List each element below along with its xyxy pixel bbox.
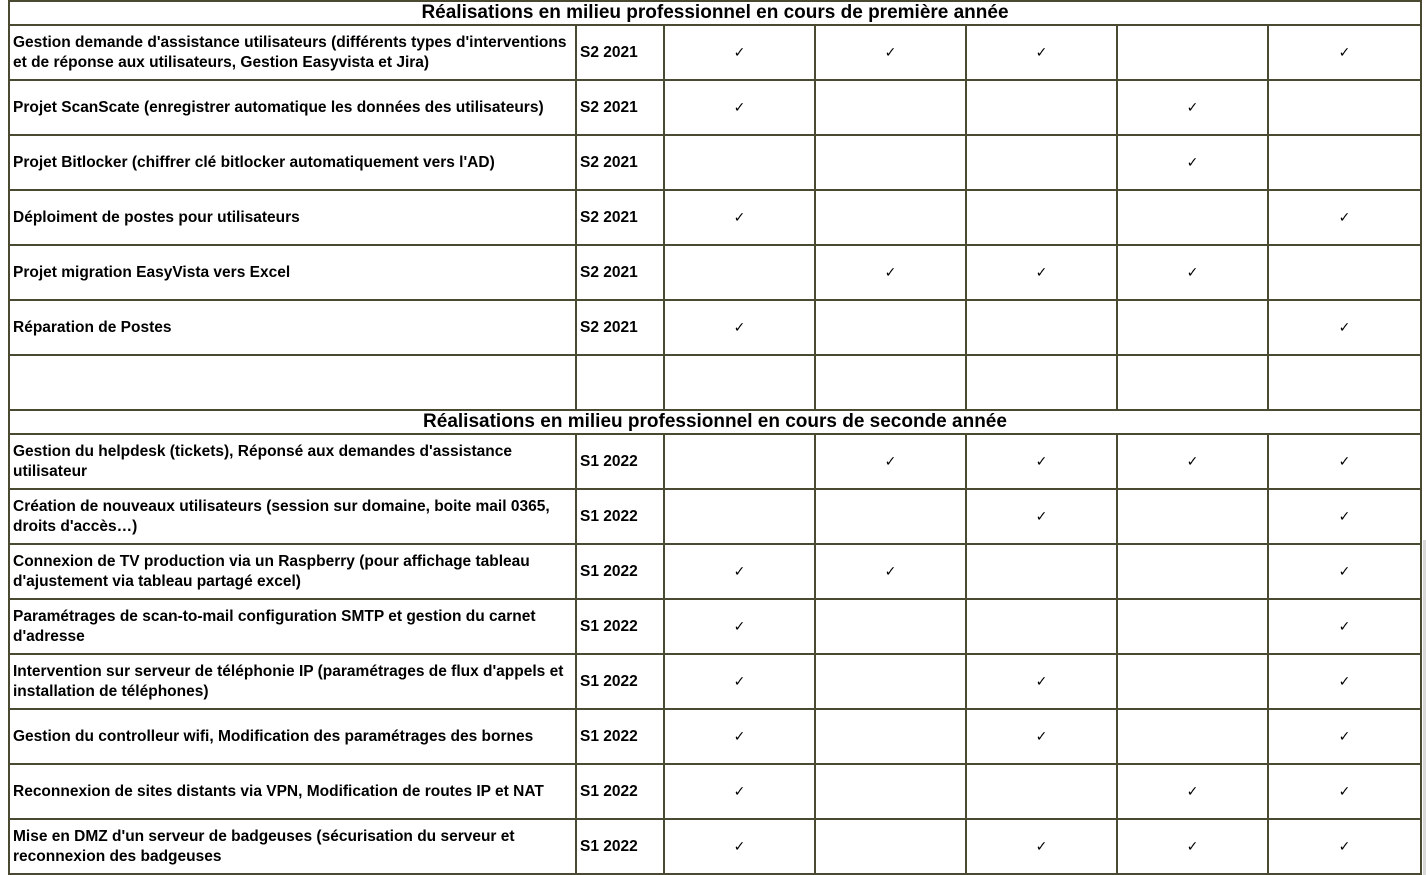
task-description-cell: Intervention sur serveur de téléphonie IP (paramétrages de flux d'appels et installation de téléphones) bbox=[9, 654, 576, 709]
check-mark-icon: ✓ bbox=[1338, 783, 1351, 800]
competency-cell bbox=[815, 355, 966, 410]
table-row bbox=[9, 245, 1421, 300]
task-description-cell: Projet Bitlocker (chiffrer clé bitlocker automatiquement vers l'AD) bbox=[9, 135, 576, 190]
competency-cell bbox=[815, 489, 966, 544]
period-cell: S1 2022 bbox=[576, 819, 664, 874]
period-cell: S2 2021 bbox=[576, 135, 664, 190]
competency-cell bbox=[1268, 80, 1421, 135]
period-cell bbox=[576, 355, 664, 410]
competency-cell bbox=[664, 80, 815, 135]
competency-cell bbox=[664, 489, 815, 544]
competency-cell bbox=[815, 764, 966, 819]
period-cell: S1 2022 bbox=[576, 764, 664, 819]
check-mark-icon: ✓ bbox=[733, 838, 746, 855]
check-mark-icon: ✓ bbox=[1035, 673, 1048, 690]
check-mark-icon: ✓ bbox=[1186, 783, 1199, 800]
task-description-cell: Création de nouveaux utilisateurs (session sur domaine, boite mail 0365, droits d'accès…) bbox=[9, 489, 576, 544]
check-mark-icon: ✓ bbox=[733, 673, 746, 690]
competency-cell bbox=[966, 599, 1117, 654]
competency-cell bbox=[815, 654, 966, 709]
check-mark-icon: ✓ bbox=[1338, 563, 1351, 580]
competency-cell bbox=[1117, 190, 1268, 245]
check-mark-icon: ✓ bbox=[1186, 154, 1199, 171]
competency-cell bbox=[815, 300, 966, 355]
competency-cell bbox=[1117, 434, 1268, 489]
check-mark-icon: ✓ bbox=[1035, 508, 1048, 525]
competency-cell bbox=[815, 709, 966, 764]
table-row bbox=[9, 300, 1421, 355]
competency-cell bbox=[966, 709, 1117, 764]
competency-cell bbox=[966, 819, 1117, 874]
realisations-table-container bbox=[8, 0, 1420, 875]
table-row bbox=[9, 190, 1421, 245]
competency-cell bbox=[815, 190, 966, 245]
competency-cell bbox=[815, 135, 966, 190]
check-mark-icon: ✓ bbox=[1338, 673, 1351, 690]
competency-cell bbox=[1268, 434, 1421, 489]
competency-cell bbox=[664, 764, 815, 819]
competency-cell bbox=[1117, 355, 1268, 410]
period-cell: S1 2022 bbox=[576, 654, 664, 709]
table-row bbox=[9, 80, 1421, 135]
competency-cell bbox=[966, 245, 1117, 300]
check-mark-icon: ✓ bbox=[1035, 264, 1048, 281]
competency-cell bbox=[966, 764, 1117, 819]
check-mark-icon: ✓ bbox=[1338, 618, 1351, 635]
check-mark-icon: ✓ bbox=[1186, 99, 1199, 116]
competency-cell bbox=[966, 300, 1117, 355]
check-mark-icon: ✓ bbox=[1035, 728, 1048, 745]
competency-cell bbox=[966, 544, 1117, 599]
check-mark-icon: ✓ bbox=[1338, 508, 1351, 525]
table-row bbox=[9, 489, 1421, 544]
task-description-cell: Gestion du controlleur wifi, Modification des paramétrages des bornes bbox=[9, 709, 576, 764]
competency-cell bbox=[966, 434, 1117, 489]
period-cell: S1 2022 bbox=[576, 599, 664, 654]
period-cell: S1 2022 bbox=[576, 489, 664, 544]
competency-cell bbox=[664, 135, 815, 190]
table-row bbox=[9, 764, 1421, 819]
period-cell: S2 2021 bbox=[576, 300, 664, 355]
period-cell: S2 2021 bbox=[576, 190, 664, 245]
section-title: Réalisations en milieu professionnel en cours de seconde année bbox=[9, 410, 1421, 434]
check-mark-icon: ✓ bbox=[1035, 453, 1048, 470]
competency-cell bbox=[966, 190, 1117, 245]
competency-cell bbox=[664, 544, 815, 599]
period-cell: S2 2021 bbox=[576, 245, 664, 300]
competency-cell bbox=[1117, 245, 1268, 300]
task-description-cell bbox=[9, 355, 576, 410]
task-description-cell: Reconnexion de sites distants via VPN, Modification de routes IP et NAT bbox=[9, 764, 576, 819]
competency-cell bbox=[1117, 544, 1268, 599]
check-mark-icon: ✓ bbox=[733, 209, 746, 226]
check-mark-icon: ✓ bbox=[1338, 453, 1351, 470]
competency-cell bbox=[1268, 709, 1421, 764]
competency-cell bbox=[966, 80, 1117, 135]
check-mark-icon: ✓ bbox=[733, 618, 746, 635]
competency-cell bbox=[966, 355, 1117, 410]
competency-cell bbox=[664, 355, 815, 410]
task-description-cell: Gestion demande d'assistance utilisateurs (différents types d'interventions et de réponse aux utilisateurs, Gestion Easyvista et Jira) bbox=[9, 25, 576, 80]
table-row bbox=[9, 819, 1421, 874]
check-mark-icon: ✓ bbox=[1338, 319, 1351, 336]
competency-cell bbox=[1268, 489, 1421, 544]
competency-cell bbox=[1268, 135, 1421, 190]
section-header-row bbox=[9, 410, 1421, 434]
check-mark-icon: ✓ bbox=[884, 453, 897, 470]
period-cell: S1 2022 bbox=[576, 709, 664, 764]
check-mark-icon: ✓ bbox=[884, 264, 897, 281]
task-description-cell: Gestion du helpdesk (tickets), Réponsé aux demandes d'assistance utilisateur bbox=[9, 434, 576, 489]
check-mark-icon: ✓ bbox=[733, 783, 746, 800]
check-mark-icon: ✓ bbox=[733, 728, 746, 745]
task-description-cell: Déploiment de postes pour utilisateurs bbox=[9, 190, 576, 245]
table-row bbox=[9, 355, 1421, 410]
competency-cell bbox=[815, 599, 966, 654]
check-mark-icon: ✓ bbox=[1186, 838, 1199, 855]
realisations-table bbox=[8, 0, 1422, 875]
competency-cell bbox=[1117, 80, 1268, 135]
competency-cell bbox=[1268, 25, 1421, 80]
competency-cell bbox=[664, 25, 815, 80]
check-mark-icon: ✓ bbox=[1186, 453, 1199, 470]
table-row bbox=[9, 135, 1421, 190]
check-mark-icon: ✓ bbox=[1035, 44, 1048, 61]
task-description-cell: Connexion de TV production via un Raspberry (pour affichage tableau d'ajustement via tableau partagé excel) bbox=[9, 544, 576, 599]
check-mark-icon: ✓ bbox=[1338, 838, 1351, 855]
competency-cell bbox=[815, 544, 966, 599]
competency-cell bbox=[966, 25, 1117, 80]
task-description-cell: Paramétrages de scan-to-mail configuration SMTP et gestion du carnet d'adresse bbox=[9, 599, 576, 654]
check-mark-icon: ✓ bbox=[1338, 44, 1351, 61]
task-description-cell: Projet ScanScate (enregistrer automatique les données des utilisateurs) bbox=[9, 80, 576, 135]
competency-cell bbox=[1117, 709, 1268, 764]
competency-cell bbox=[1268, 190, 1421, 245]
competency-cell bbox=[1268, 544, 1421, 599]
check-mark-icon: ✓ bbox=[884, 44, 897, 61]
table-row bbox=[9, 599, 1421, 654]
competency-cell bbox=[1117, 489, 1268, 544]
period-cell: S1 2022 bbox=[576, 544, 664, 599]
competency-cell bbox=[664, 599, 815, 654]
competency-cell bbox=[815, 80, 966, 135]
competency-cell bbox=[1268, 355, 1421, 410]
competency-cell bbox=[1268, 300, 1421, 355]
check-mark-icon: ✓ bbox=[733, 319, 746, 336]
competency-cell bbox=[1117, 764, 1268, 819]
task-description-cell: Mise en DMZ d'un serveur de badgeuses (sécurisation du serveur et reconnexion des badgeuses bbox=[9, 819, 576, 874]
competency-cell bbox=[664, 709, 815, 764]
table-row bbox=[9, 709, 1421, 764]
check-mark-icon: ✓ bbox=[1035, 838, 1048, 855]
competency-cell bbox=[664, 300, 815, 355]
competency-cell bbox=[664, 819, 815, 874]
competency-cell bbox=[966, 135, 1117, 190]
competency-cell bbox=[815, 25, 966, 80]
check-mark-icon: ✓ bbox=[884, 563, 897, 580]
competency-cell bbox=[1117, 300, 1268, 355]
check-mark-icon: ✓ bbox=[733, 563, 746, 580]
check-mark-icon: ✓ bbox=[1186, 264, 1199, 281]
table-row bbox=[9, 544, 1421, 599]
competency-cell bbox=[966, 654, 1117, 709]
check-mark-icon: ✓ bbox=[733, 99, 746, 116]
competency-cell bbox=[1268, 245, 1421, 300]
competency-cell bbox=[664, 245, 815, 300]
competency-cell bbox=[1117, 135, 1268, 190]
competency-cell bbox=[1117, 819, 1268, 874]
check-mark-icon: ✓ bbox=[1338, 209, 1351, 226]
period-cell: S2 2021 bbox=[576, 80, 664, 135]
competency-cell bbox=[815, 819, 966, 874]
competency-cell bbox=[966, 489, 1117, 544]
table-row bbox=[9, 654, 1421, 709]
section-title: Réalisations en milieu professionnel en cours de première année bbox=[9, 1, 1421, 25]
task-description-cell: Réparation de Postes bbox=[9, 300, 576, 355]
competency-cell bbox=[1268, 764, 1421, 819]
competency-cell bbox=[664, 654, 815, 709]
competency-cell bbox=[664, 434, 815, 489]
table-row bbox=[9, 434, 1421, 489]
competency-cell bbox=[664, 190, 815, 245]
competency-cell bbox=[815, 245, 966, 300]
competency-cell bbox=[815, 434, 966, 489]
period-cell: S2 2021 bbox=[576, 25, 664, 80]
table-row bbox=[9, 25, 1421, 80]
competency-cell bbox=[1117, 654, 1268, 709]
competency-cell bbox=[1268, 654, 1421, 709]
competency-cell bbox=[1117, 25, 1268, 80]
period-cell: S1 2022 bbox=[576, 434, 664, 489]
section-header-row bbox=[9, 1, 1421, 25]
task-description-cell: Projet migration EasyVista vers Excel bbox=[9, 245, 576, 300]
check-mark-icon: ✓ bbox=[733, 44, 746, 61]
competency-cell bbox=[1117, 599, 1268, 654]
competency-cell bbox=[1268, 819, 1421, 874]
check-mark-icon: ✓ bbox=[1338, 728, 1351, 745]
competency-cell bbox=[1268, 599, 1421, 654]
